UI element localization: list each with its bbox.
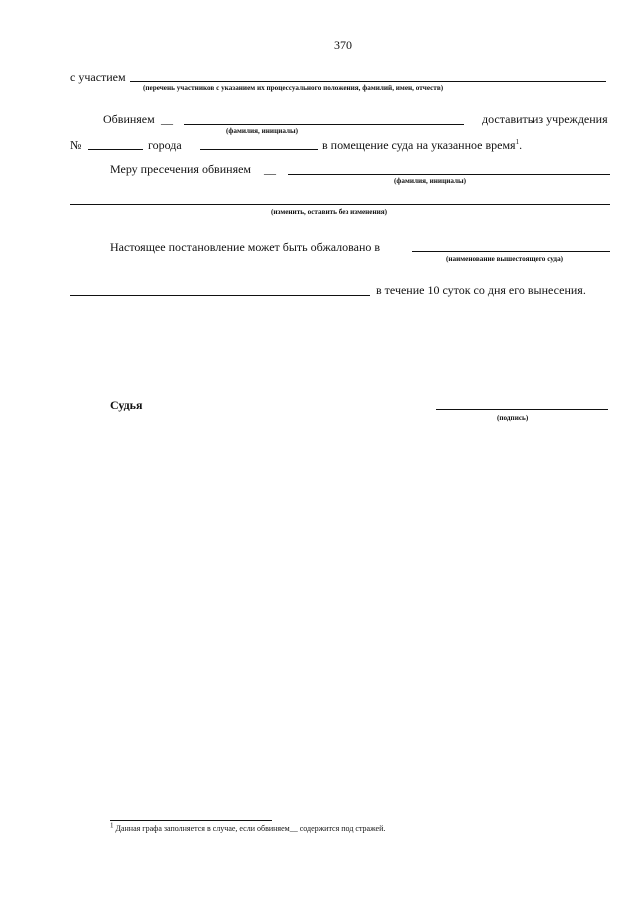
higher-court-continuation-field[interactable] bbox=[70, 295, 370, 296]
participants-field[interactable] bbox=[130, 81, 606, 82]
preventive-change-hint: (изменить, оставить без изменения) bbox=[271, 208, 388, 216]
footnote-mark: 1 bbox=[515, 138, 520, 146]
institution-number-field[interactable] bbox=[88, 149, 143, 150]
accused-name-hint: (фамилия, инициалы) bbox=[226, 127, 299, 135]
participants-hint: (перечень участников с указанием их процессуального положения, фамилий, имен, отчеств) bbox=[143, 84, 444, 92]
preventive-name-hint: (фамилия, инициалы) bbox=[394, 177, 467, 185]
appeal-text: Настоящее постановление может быть обжаловано в bbox=[110, 240, 381, 254]
court-destination-text: в помещение суда на указанное время$^1$. bbox=[322, 138, 523, 152]
accused-ending-blank[interactable]: __ bbox=[161, 112, 173, 126]
appeal-period-text: в течение 10 суток со дня его вынесения. bbox=[376, 283, 586, 297]
participants-label: с участием bbox=[70, 70, 126, 84]
accused-name-field[interactable] bbox=[184, 124, 464, 125]
number-label: № bbox=[70, 138, 82, 152]
city-field[interactable] bbox=[200, 149, 318, 150]
higher-court-hint: (наименование вышестоящего суда) bbox=[446, 255, 564, 263]
footnote bbox=[110, 821, 386, 834]
higher-court-field[interactable] bbox=[412, 251, 610, 252]
judge-signature-field[interactable] bbox=[436, 409, 608, 410]
page-number: 370 bbox=[334, 38, 352, 52]
judge-label: Судья bbox=[110, 398, 143, 412]
city-label: города bbox=[148, 138, 182, 152]
preventive-ending-blank[interactable]: __ bbox=[264, 162, 276, 176]
from-institution-label: из учреждения bbox=[532, 112, 608, 126]
preventive-measure-label: Меру пресечения обвиняем bbox=[110, 162, 252, 176]
preventive-name-field[interactable] bbox=[288, 174, 610, 175]
footnote-separator bbox=[110, 820, 272, 821]
deliver-label: доставить bbox=[482, 112, 534, 126]
accused-label: Обвиняем bbox=[103, 112, 155, 126]
signature-hint: (подпись) bbox=[497, 414, 529, 422]
preventive-change-field[interactable] bbox=[70, 204, 610, 205]
footnote-text: Данная графа заполняется в случае, если обвиняем__ содержится под стражей. bbox=[115, 824, 386, 833]
footnote-number: 1 bbox=[110, 821, 114, 830]
